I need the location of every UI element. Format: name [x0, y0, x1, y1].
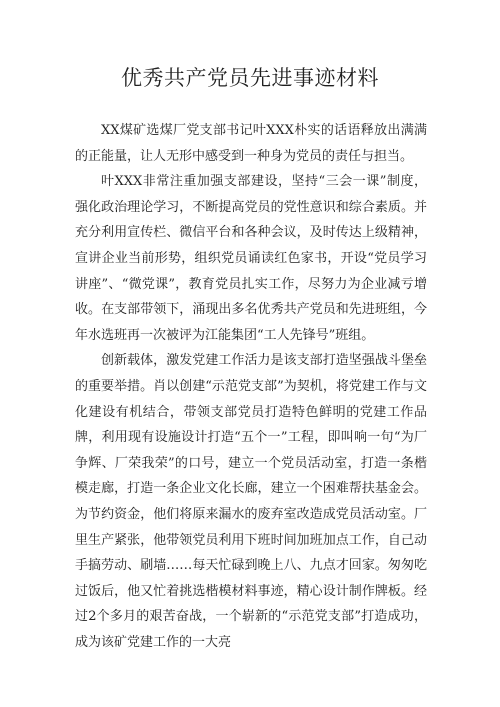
document-title: 优秀共产党员先进事迹材料: [121, 66, 379, 90]
paragraph-2: 叶XXX非常注重加强支部建设，坚持“三会一课”制度，强化政治理论学习，不断提高党员的党性意识和综合素质。并充分利用宣传栏、微信平台和各种会议，及时传达上级精神，宣讲企业当前形势，组织党员诵读红色家书，开设“党员学习讲座”、“微党课”，教育党员扎实工作，尽努力为企业减亏增收。在支部带领下，涌现出多名优秀共产党员和先进班组，今年水选班再一次被评为江能集团“工人先锋号”班组。: [75, 174, 427, 343]
paragraph-3: 创新载体，激发党建工作活力是该支部打造坚强战斗堡垒的重要举措。肖以创建“示范党支部”为契机，将党建工作与文化建设有机结合，带领支部党员打造特色鲜明的党建工作品牌，利用现有设施设计打造“五个一”工程，即叫响一句“为厂争辉、厂荣我荣”的口号，建立一个党员活动室，打造一条楷模走廊，打造一条企业文化长廊，建立一个困难帮扶基金会。为节约资金，他们将原来漏水的废弃室改造成党员活动室。厂里生产紧张，他带领党员利用下班时间加班加点工作，自己动手搞劳动、刷墙……每天忙碌到晚上八、九点才回家。匆匆吃过饭后，他又忙着挑选楷模材料事迹，精心设计制作牌板。经过2个多月的艰苦奋战，一个崭新的“示范党支部”打造成功，成为该矿党建工作的一大亮: [75, 353, 427, 650]
paragraph-1: XX煤矿选煤厂党支部书记叶XXX朴实的话语释放出满满的正能量，让人无形中感受到一种身为党员的责任与担当。: [75, 123, 427, 164]
document-body: [75, 118, 427, 655]
